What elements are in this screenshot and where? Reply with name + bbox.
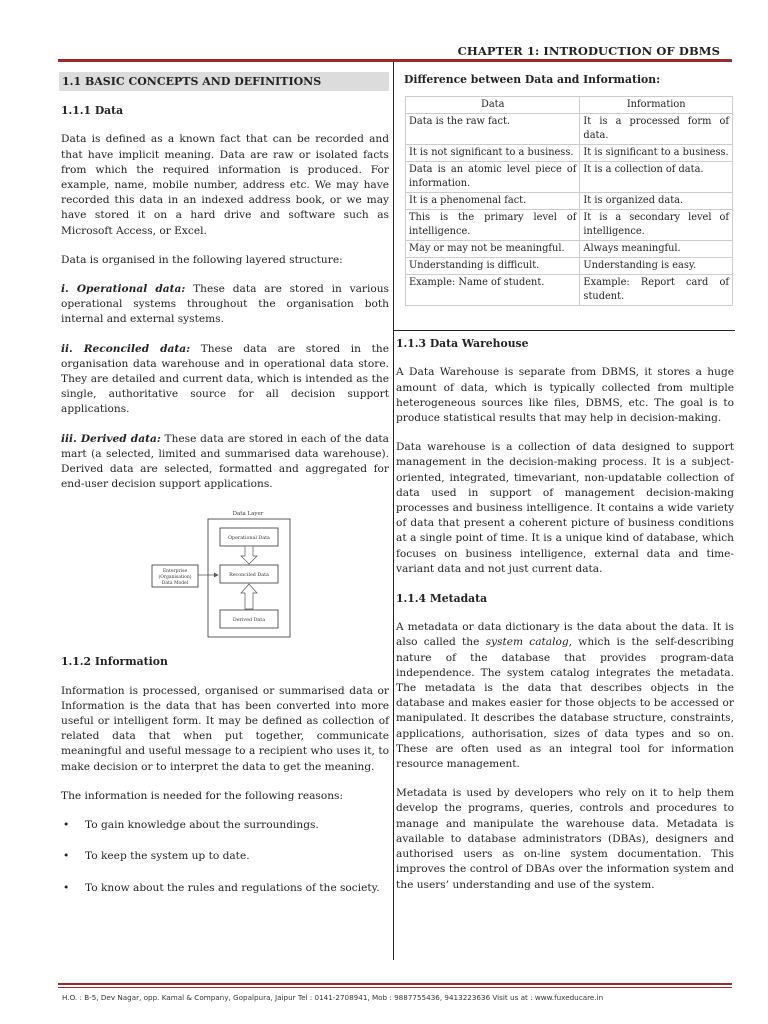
right-column [396,72,734,893]
list-item: • To gain knowledge about the surroundings. [61,818,389,833]
table-cell: Example: Name of student. [406,275,580,306]
table-header-row [406,97,733,114]
table-row [406,210,733,241]
diagram-layer-title: Data Layer [232,511,264,518]
table-cell: Data is the raw fact. [406,114,580,145]
data-warehouse-paragraph-2: Data warehouse is a collection of data designed to support management in the decision-making process. It is a subject-oriented, integrated, timevariant, non-updatable collection of data used in support of management decision-making processes and business intelligence. It contains a wide variety of data that present a coherent picture of business conditions at a single point of time. It is a unique kind of database, which focuses on business intelligence, external data and time-variant data and not just current data. [396,441,734,575]
metadata-paragraph-2: Metadata is used by developers who rely on it to help them develop the programs, queries, controls and procedures to manage and manipulate the warehouse data. Metadata is available to database administrators (DBAs), designers and authorised users as on-line system documentation. This improves the control of DBAs over the information system and the users’ understanding and use of the system. [396,787,734,891]
table-cell: Understanding is easy. [580,258,733,275]
table-cell: It is a phenomenal fact. [406,193,580,210]
down-arrow-icon [241,546,257,564]
metadata-heading: 1.1.4 Metadata [396,592,488,606]
chapter-title: CHAPTER 1: INTRODUCTION OF DBMS [457,44,720,58]
reconciled-data-text: These data are stored in the organisation data warehouse and in operational data store. They are detailed and current data, which is intended as the single, authoritative source for all decision support applications. [61,342,389,416]
enterprise-label-2: (Organisation) [158,575,192,581]
table-cell: Example: Report card of student. [580,275,733,306]
reasons-list [61,818,389,896]
reasons-intro: The information is needed for the following reasons: [61,789,344,802]
table-cell: It is a processed form of data. [580,114,733,145]
table-cell: It is significant to a business. [580,145,733,162]
section-title: 1.1 BASIC CONCEPTS AND DEFINITIONS [59,72,389,91]
table-row [406,275,733,306]
table-row [406,258,733,275]
enterprise-label-1: Enterprise [162,569,188,575]
footer-address: H.O. : B-5, Dev Nagar, opp. Kamal & Company, Gopalpura, Jaipur Tel : 0141-2708941, Mob : 9887755436, 9413223636 Visit us at : www.fuxeducare.in [62,993,604,1002]
table-header-data: Data [406,97,580,114]
column-divider [393,62,394,960]
data-vs-information-table [405,96,733,306]
metadata-text-b: , which is the self-describing nature of the database that provides program-data independence. The system catalog integrates the metadata. The metadata is the data that describes objects in the database and makes easier for those objects to be accessed or manipulated. It describes the database structure, constraints, applications, authorisation, sizes of data types and so on. These are often used as an integral tool for information resource management. [396,636,734,771]
left-column [61,72,389,896]
data-paragraph: Data is defined as a known fact that can be recorded and that have implicit meaning. Data are raw or isolated facts from which the required information is produced. For example, name, mobile number, address etc. We may have recorded this data in an indexed address book, or we may have stored it on a hard drive and software such as Microsoft Access, or Excel. [61,133,389,237]
reconciled-data-box-label: Reconciled Data [229,573,269,579]
data-heading: 1.1.1 Data [61,104,124,118]
up-arrow-icon [241,584,257,609]
operational-data-text: These data are stored in various operational systems throughout the organisation both internal and external systems. [61,283,389,326]
data-layer-diagram [150,508,300,640]
list-item: • To keep the system up to date. [61,849,389,864]
derived-data-label: iii. Derived data: [61,432,161,445]
list-item: • To know about the rules and regulations of the society. [61,881,389,896]
reconciled-data-label: ii. Reconciled data: [61,342,191,355]
difference-title: Difference between Data and Information: [404,73,661,86]
derived-data-box-label: Derived Data [232,618,266,624]
information-paragraph: Information is processed, organised or summarised data or Information is the data that has been converted into more useful or intelligent form. It may be defined as collection of related data that when put together, communicate meaningful and useful message to a recipient who uses it, to make decision or to interpret the data to get the meaning. [61,684,389,773]
operational-data-paragraph [61,282,389,328]
table-row [406,241,733,258]
table-row [406,114,733,145]
table-cell: Data is an atomic level piece of information. [406,162,580,193]
metadata-paragraph-1 [396,620,734,772]
table-row [406,162,733,193]
reconciled-data-paragraph [61,342,389,418]
table-cell: May or may not be meaningful. [406,241,580,258]
table-header-information: Information [580,97,733,114]
header-rule [58,59,732,62]
footer-rule-top [58,983,732,985]
footer-rule-bottom [58,987,732,988]
derived-data-text: These data are stored in each of the data mart (a selected, limited and summarised data warehouse). Derived data are selected, formatted and aggregated for end-user decision support applications. [61,432,389,491]
layered-intro: Data is organised in the following layered structure: [61,253,343,266]
table-row [406,193,733,210]
data-warehouse-heading: 1.1.3 Data Warehouse [396,337,529,351]
table-cell: It is a collection of data. [580,162,733,193]
table-cell: Always meaningful. [580,241,733,258]
table-cell: It is organized data. [580,193,733,210]
table-cell: It is a secondary level of intelligence. [580,210,733,241]
enterprise-label-3: Data Model [161,581,189,587]
metadata-text-a: A metadata or data dictionary is the data about the data. It is also called the [396,621,734,649]
operational-data-label: i. Operational data: [61,283,186,296]
table-cell: This is the primary level of intelligence. [406,210,580,241]
information-heading: 1.1.2 Information [61,655,168,669]
operational-data-box-label: Operational Data [228,536,270,542]
data-warehouse-paragraph-1: A Data Warehouse is separate from DBMS, it stores a huge amount of data, which is typically collected from multiple heterogeneous sources like files, DBMS, etc. The goal is to produce statistical results that may help in decision-making. [396,366,734,425]
table-cell: It is not significant to a business. [406,145,580,162]
table-cell: Understanding is difficult. [406,258,580,275]
system-catalog-term: system catalog [485,636,569,649]
table-row [406,145,733,162]
derived-data-paragraph [61,432,389,493]
